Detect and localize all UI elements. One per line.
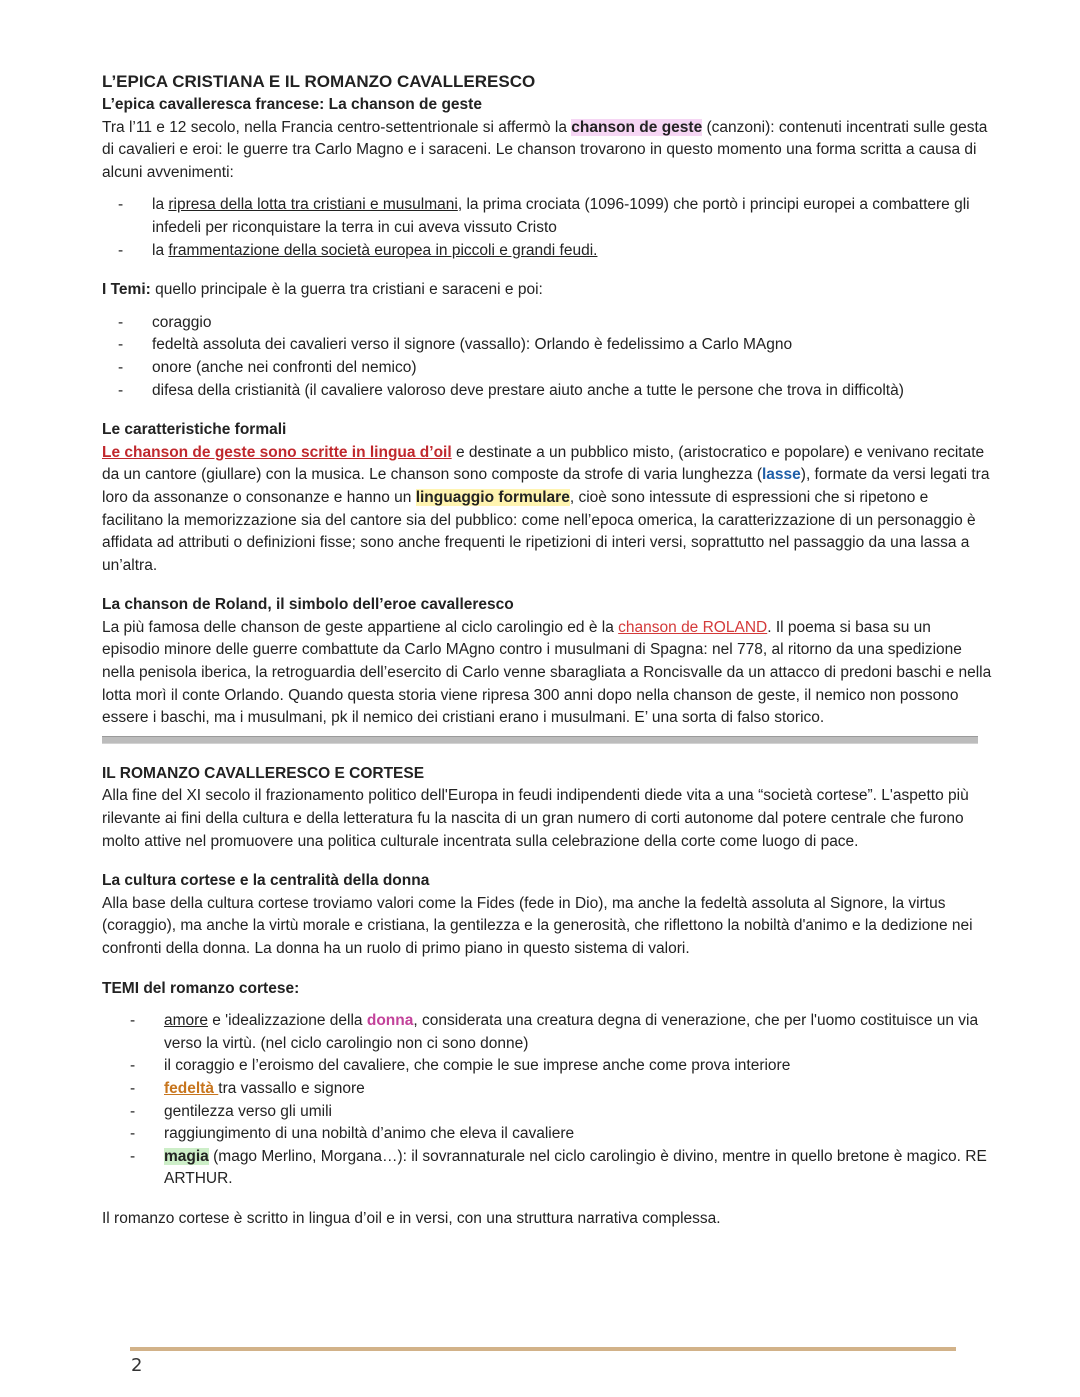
- red-underline-lingua-oil: Le chanson de geste sono scritte in lingua d’oil: [102, 443, 452, 461]
- list-item: [102, 1146, 992, 1191]
- highlight-chanson-de-geste: chanson de geste: [571, 118, 703, 136]
- text-run: , cioè sono intessute di espressioni che si ripetono e facilitano la memorizzazione sia del cantore sia del pubblico: come nell’epoca omerica, la caratterizzazione di un personaggio è affidata ad attributi o definizioni fisse; sono anche frequenti le ripetizioni di interi versi, soprattutto nel passaggio da una lassa a un’altra.: [102, 488, 976, 574]
- highlight-linguaggio-formulare: linguaggio formulare: [415, 488, 570, 506]
- text-run: quello principale è la guerra tra cristiani e saraceni e poi:: [150, 281, 543, 299]
- text-run: La più famosa delle chanson de geste appartiene al ciclo carolingio ed è la: [102, 618, 619, 636]
- text-run: la: [152, 196, 169, 214]
- temi-cortese-list: [102, 1010, 992, 1191]
- list-item: - difesa della cristianità (il cavaliere valoroso deve prestare aiuto anche a tutte le persone che trova in difficoltà): [102, 380, 992, 403]
- list-item: - onore (anche nei confronti del nemico): [102, 357, 992, 380]
- text-run: (mago Merlino, Morgana…): il sovrannaturale nel ciclo carolingio è divino, mentre in quello bretone è magico. RE ARTHUR.: [164, 1147, 987, 1188]
- list-item: [102, 194, 992, 239]
- text-run: , considerata una creatura degna di venerazione, che per l'uomo costituisce un via verso la virtù. (nel ciclo carolingio non ci sono donne): [164, 1012, 979, 1052]
- underline-ripresa: ripresa della lotta tra cristiani e musulmani: [168, 196, 458, 214]
- paragraph-donna: Alla base della cultura cortese troviamo valori come la Fides (fede in Dio), ma anche la fedeltà assoluta al Signore, la virtus (coraggio), ma anche la virtù morale e cristiana, la gentilezza e la generosità, che riflettono la nobiltà d'animo e la dedizione nei confronti della donna. La donna ha un ruolo di primo piano in questo sistema di valori.: [102, 894, 973, 957]
- list-item: [102, 1078, 992, 1101]
- section-heading-roland: La chanson de Roland, il simbolo dell’eroe cavalleresco: [102, 596, 514, 614]
- list-item: [102, 240, 992, 263]
- section-heading-romanzo: IL ROMANZO CAVALLERESCO E CORTESE: [102, 764, 425, 782]
- text-run: ), formate da versi legati tra loro da assonanze o consonanze e hanno un: [102, 466, 990, 506]
- text-run: e 'idealizzazione della: [207, 1012, 367, 1030]
- highlight-magia: magia: [164, 1147, 209, 1165]
- temi-label: I Temi:: [102, 281, 151, 299]
- document-page: [102, 70, 992, 1231]
- list-item: - il coraggio e l’eroismo del cavaliere, che compie le sue imprese anche come prova interiore: [102, 1055, 992, 1078]
- text-run: la: [152, 241, 169, 259]
- list-item: - raggiungimento di una nobiltà d’animo che eleva il cavaliere: [102, 1123, 992, 1146]
- pink-donna: donna: [366, 1012, 414, 1030]
- section-heading-formali: Le caratteristiche formali: [102, 421, 287, 439]
- link-chanson-de-roland[interactable]: chanson de ROLAND: [618, 618, 768, 636]
- underline-amore: amore: [164, 1012, 208, 1030]
- section-heading-epica: L’epica cavalleresca francese: La chanson de geste: [102, 96, 482, 113]
- avvenimenti-list: [102, 194, 992, 262]
- text-run: . Il poema si basa su un episodio minore delle guerre combattute da Carlo MAgno contro i musulmani di Spagna: nel 778, al ritorno da una spedizione nella penisola iberica, la retroguardia dell’esercito di Carlo venne sbaragliata a Roncisvalle da un attacco di predoni baschi e nella lotta morì il conte Orlando. Quando questa storia viene ripresa 300 anni dopo nella chanson de geste, il nemico non possono essere i baschi, ma i musulmani, pk il nemico dei cristiani erano i musulmani. E’ una sorta di falso storico.: [102, 618, 992, 727]
- section-heading-temi-cortese: TEMI del romanzo cortese:: [102, 979, 300, 997]
- text-run: e destinate a un pubblico misto, (aristocratico e popolare) e venivano recitate da un cantore (giullare) con la musica. Le chanson sono composte da strofe di varia lunghezza (: [102, 443, 985, 484]
- page-number: 2: [131, 1355, 143, 1376]
- paragraph-formali: [102, 442, 992, 578]
- list-item: - coraggio: [102, 312, 992, 335]
- document-title: L’EPICA CRISTIANA E IL ROMANZO CAVALLERESCO: [102, 72, 536, 91]
- temi-list: [102, 312, 992, 402]
- list-item: [102, 1010, 992, 1055]
- closing-paragraph: Il romanzo cortese è scritto in lingua d’oil e in versi, con una struttura narrativa complessa.: [102, 1209, 721, 1227]
- text-run: (canzoni): contenuti incentrati sulle gesta di cavalieri e eroi: le guerre tra Carlo Magno e i saraceni. Le chanson trovarono in questo momento una forma scritta a causa di alcuni avvenimenti:: [102, 118, 988, 181]
- section-divider: [102, 736, 978, 744]
- list-item: - fedeltà assoluta dei cavalieri verso il signore (vassallo): Orlando è fedelissimo a Carlo MAgno: [102, 334, 992, 357]
- text-run: tra vassallo e signore: [218, 1079, 365, 1097]
- list-item: - gentilezza verso gli umili: [102, 1101, 992, 1124]
- paragraph-romanzo: Alla fine del XI secolo il frazionamento politico dell'Europa in feudi indipendenti diede vita a una “società cortese”. L'aspetto più rilevante ai fini della cultura e della letteratura fu la nascita di un gran numero di corti autonome dal potere centrale che furono molto attive nel promuovere una politica culturale incentrata sulla celebrazione della corte come luogo di pace.: [102, 787, 969, 850]
- text-run: Tra l’11 e 12 secolo, nella Francia centro-settentrionale si affermò la: [102, 118, 572, 136]
- blue-lasse: lasse: [761, 466, 801, 484]
- paragraph-chanson-intro: [102, 117, 992, 185]
- temi-intro: [102, 279, 992, 302]
- section-heading-donna: La cultura cortese e la centralità della donna: [102, 872, 430, 890]
- footer-divider: [130, 1347, 956, 1351]
- underline-frammentazione: frammentazione della società europea in piccoli e grandi feudi.: [168, 241, 598, 259]
- text-run: , la prima crociata (1096-1099) che portò i principi europei a combattere gli infedeli per riconquistare la terra in cui aveva vissuto Cristo: [152, 196, 970, 236]
- orange-fedelta: fedeltà: [164, 1079, 219, 1097]
- paragraph-roland: [102, 617, 992, 730]
